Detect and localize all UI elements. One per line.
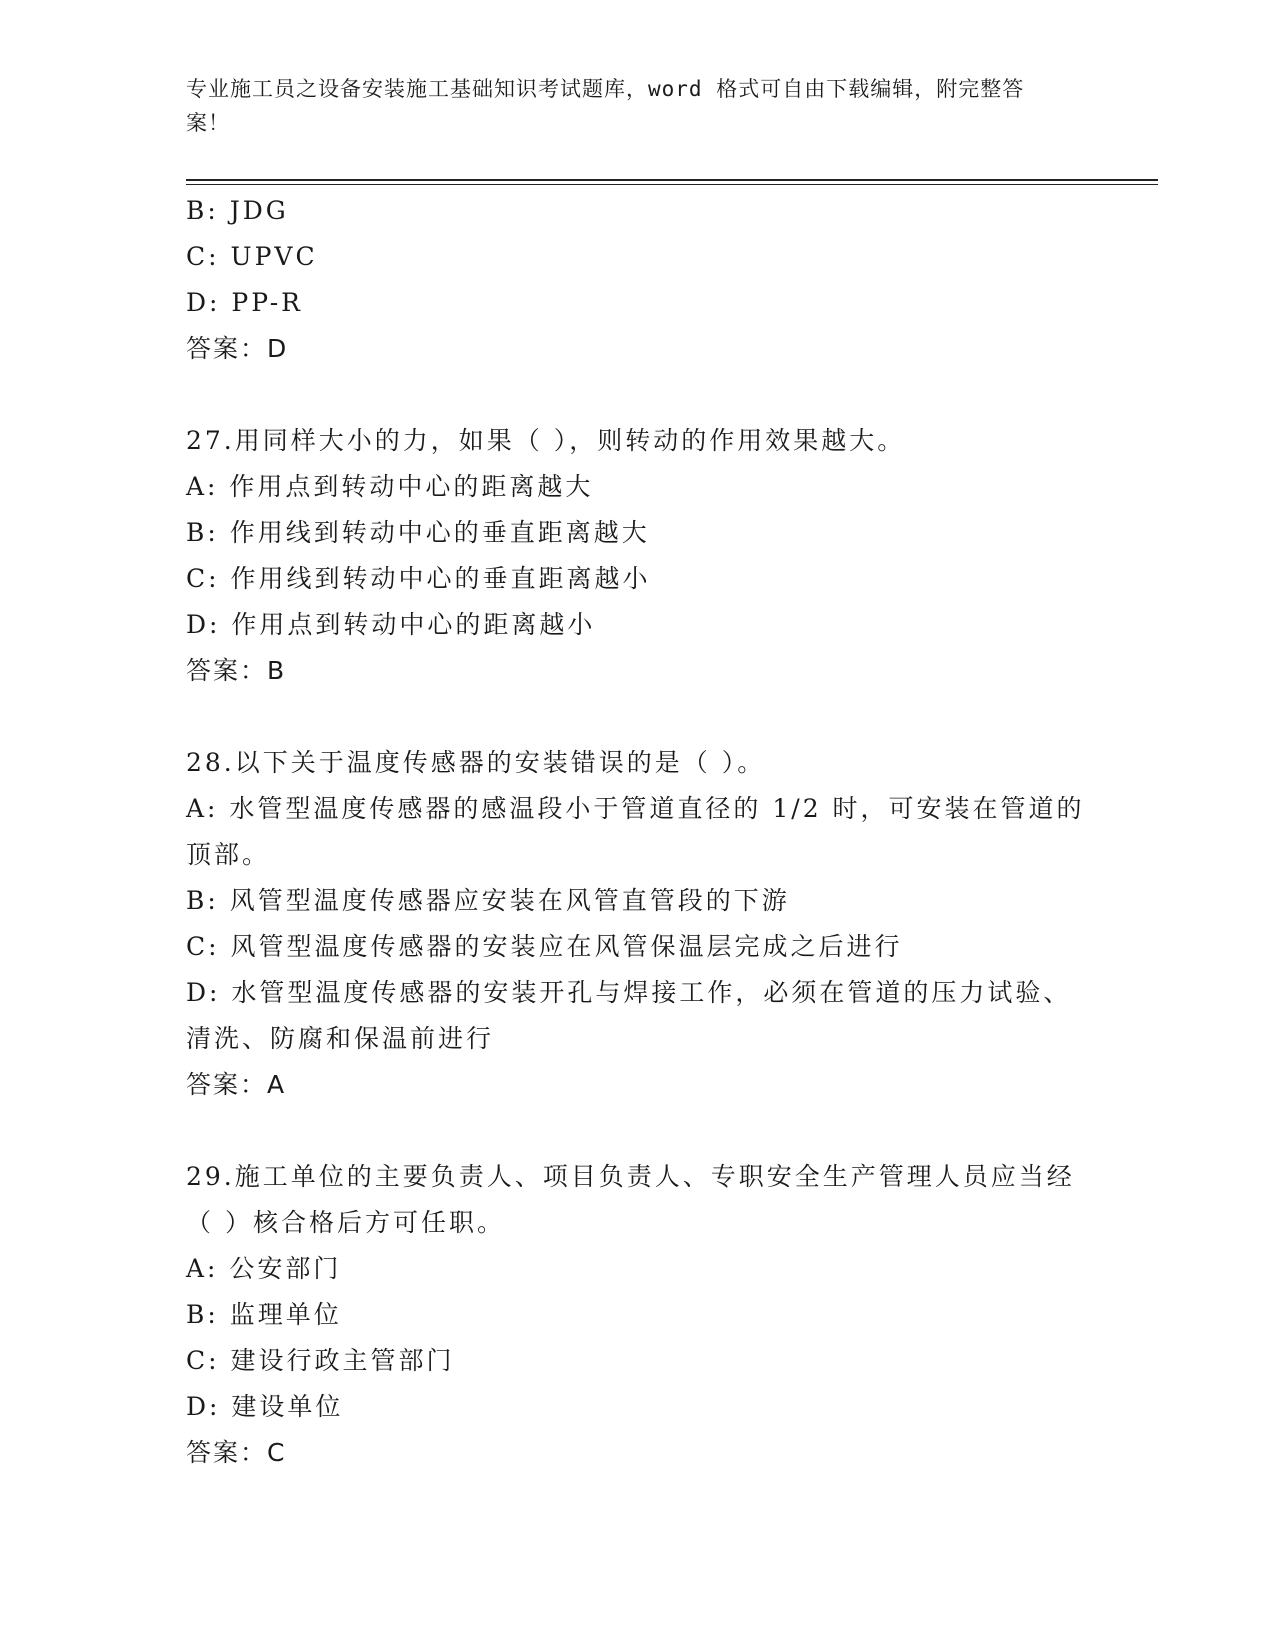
option-b: B: 监理单位 xyxy=(186,1300,342,1329)
option-d: D: PP-R xyxy=(186,288,303,317)
option-b: B: 风管型温度传感器应安装在风管直管段的下游 xyxy=(186,886,790,915)
question-stem: 27.用同样大小的力，如果（ ），则转动的作用效果越大。 xyxy=(186,426,906,455)
question-stem: 28.以下关于温度传感器的安装错误的是（ ）。 xyxy=(186,748,766,777)
option-d: D: 建设单位 xyxy=(186,1392,344,1421)
option-d: D: 水管型温度传感器的安装开孔与焊接工作，必须在管道的压力试验、清洗、防腐和保温前进行 xyxy=(186,978,1072,1053)
option-a: A: 水管型温度传感器的感温段小于管道直径的 1/2 时，可安装在管道的顶部。 xyxy=(186,794,1085,869)
question-29 xyxy=(186,1154,1086,1476)
answer-line: 答案：B xyxy=(186,656,287,685)
prev-question xyxy=(186,188,1086,372)
document-header: 专业施工员之设备安装施工基础知识考试题库，word 格式可自由下载编辑，附完整答案！ xyxy=(186,77,1025,135)
answer-line: 答案：D xyxy=(186,334,289,363)
question-stem: 29.施工单位的主要负责人、项目负责人、专职安全生产管理人员应当经（ ）核合格后方可任职。 xyxy=(186,1162,1075,1237)
option-d: D: 作用点到转动中心的距离越小 xyxy=(186,610,596,639)
option-b: B: JDG xyxy=(186,196,289,225)
option-a: A: 公安部门 xyxy=(186,1254,342,1283)
question-28 xyxy=(186,740,1086,1108)
question-27 xyxy=(186,418,1086,694)
option-c: C: 风管型温度传感器的安装应在风管保温层完成之后进行 xyxy=(186,932,903,961)
header-divider-thin xyxy=(186,184,1158,185)
header-divider-thick xyxy=(186,179,1158,181)
option-a: A: 作用点到转动中心的距离越大 xyxy=(186,472,594,501)
option-c: C: 建设行政主管部门 xyxy=(186,1346,455,1375)
answer-line: 答案：C xyxy=(186,1438,287,1467)
option-c: C: 作用线到转动中心的垂直距离越小 xyxy=(186,564,651,593)
answer-line: 答案：A xyxy=(186,1070,287,1099)
option-c: C: UPVC xyxy=(186,242,318,271)
question-list xyxy=(186,188,1086,1476)
option-b: B: 作用线到转动中心的垂直距离越大 xyxy=(186,518,650,547)
